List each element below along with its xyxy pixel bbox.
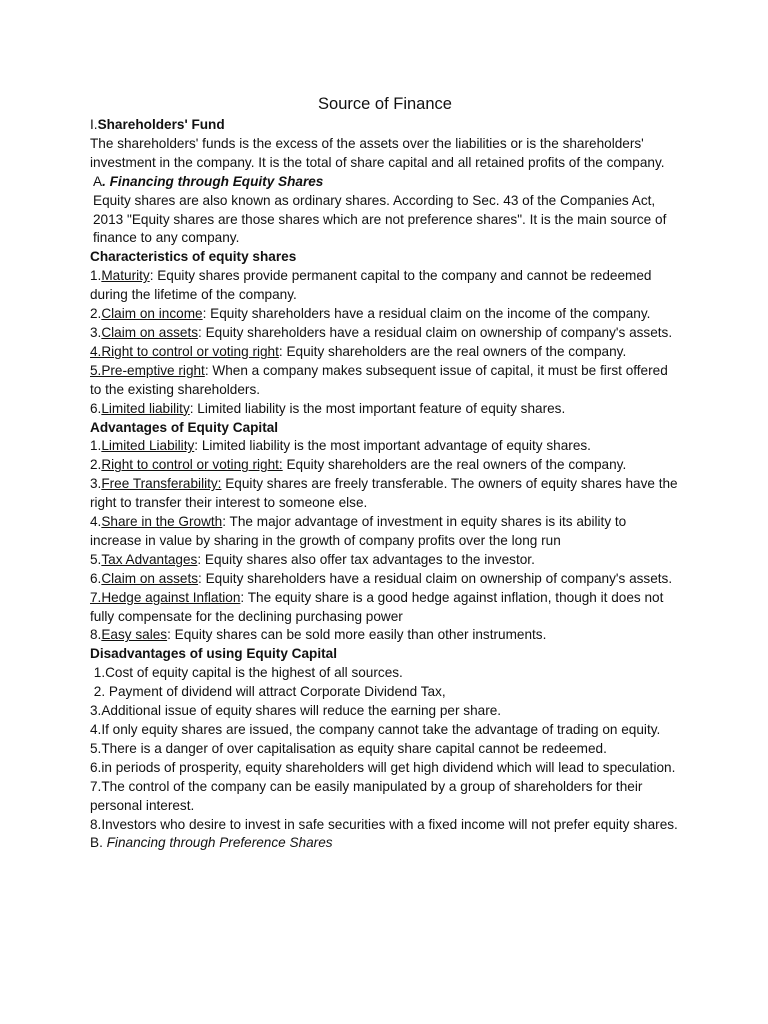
list-item — [90, 513, 680, 551]
item-number: 1. — [90, 438, 102, 454]
item-number: 2. — [90, 457, 102, 473]
list-item — [90, 267, 680, 305]
paragraph-equity-shares: Equity shares are also known as ordinary shares. According to Sec. 43 of the Companies Act, 2013 "Equity shares are those shares which are not preference shares". It is the main source of finance to any company. — [93, 192, 667, 246]
item-term: Easy sales — [101, 627, 168, 643]
list-item — [90, 362, 680, 400]
list-item: 2. Payment of dividend will attract Corporate Dividend Tax, — [90, 684, 446, 700]
heading-characteristics: Characteristics of equity shares — [90, 249, 297, 265]
list-item — [90, 400, 680, 419]
item-term: Share in the Growth — [101, 514, 223, 530]
list-item — [90, 324, 680, 343]
advantages-list — [90, 437, 680, 645]
paragraph-shareholders-fund: The shareholders' funds is the excess of the assets over the liabilities or is the shareholders' investment in the company. It is the total of share capital and all retained profits of the company. — [90, 135, 665, 170]
page-title: Source of Finance — [318, 95, 452, 113]
list-item — [90, 626, 680, 645]
list-item — [90, 456, 680, 475]
section-heading-shareholders-fund — [90, 116, 680, 135]
list-item — [90, 343, 680, 362]
list-item: 6.in periods of prosperity, equity shareholders will get high dividend which will lead to speculation. — [90, 759, 676, 775]
item-term: 4.Right to control or voting right — [90, 343, 279, 359]
item-text: Equity shareholders are the real owners of the company. — [282, 457, 627, 473]
item-number: 3. — [90, 476, 102, 492]
item-text: : The equity share is a good hedge against inflation, though it does not fully compensate for the declining purchasing power — [90, 589, 664, 624]
subsection-prefix: B. — [90, 835, 107, 851]
item-text: : When a company makes subsequent issue of capital, it must be first offered to the existing shareholders. — [90, 362, 668, 397]
list-item: 7.The control of the company can be easily manipulated by a group of shareholders for their personal interest. — [90, 778, 643, 813]
item-term: Tax Advantages — [101, 551, 198, 567]
item-number: 6. — [90, 570, 102, 586]
item-term: Claim on assets — [101, 324, 199, 340]
list-item: 3.Additional issue of equity shares will reduce the earning per share. — [90, 703, 502, 719]
subsection-heading-text: Financing through Preference Shares — [106, 835, 333, 851]
item-text: : Equity shares can be sold more easily than other instruments. — [167, 627, 547, 643]
item-text: : Equity shares provide permanent capital to the company and cannot be redeemed during the lifetime of the company. — [90, 268, 652, 303]
subsection-heading-preference-shares — [90, 834, 680, 853]
item-term: Maturity — [101, 268, 150, 284]
list-item: 4.If only equity shares are issued, the company cannot take the advantage of trading on equity. — [90, 722, 661, 737]
list-item — [90, 475, 680, 513]
list-item — [90, 437, 680, 456]
list-item: 5.There is a danger of over capitalisation as equity share capital cannot be redeemed. — [90, 740, 607, 756]
section-heading-text: Shareholders' Fund — [97, 117, 225, 132]
list-item — [90, 589, 680, 627]
item-number: 2. — [90, 306, 102, 322]
section-prefix: I. — [90, 117, 98, 132]
item-number: 4. — [90, 514, 102, 530]
item-term: Right to control or voting right: — [101, 457, 283, 473]
item-term: 7.Hedge against Inflation — [90, 589, 241, 605]
heading-disadvantages: Disadvantages of using Equity Capital — [90, 646, 337, 662]
disadvantages-list — [90, 664, 680, 834]
item-text: Equity shares are freely transferable. The owners of equity shares have the right to transfer their interest to someone else. — [90, 476, 678, 511]
subsection-heading-text: . Financing through Equity Shares — [102, 173, 324, 189]
item-term: Limited Liability — [101, 438, 195, 454]
item-number: 8. — [90, 627, 102, 643]
item-text: : Equity shareholders have a residual claim on the income of the company. — [202, 306, 651, 322]
heading-advantages: Advantages of Equity Capital — [90, 419, 279, 435]
item-term: Claim on income — [101, 306, 203, 322]
item-text: : Equity shares also offer tax advantages to the investor. — [197, 551, 535, 567]
item-text: : The major advantage of investment in equity shares is its ability to increase in value by sharing in the growth of company profits over the long run — [90, 514, 627, 548]
item-text: : Equity shareholders have a residual claim on ownership of company's assets. — [198, 324, 673, 340]
subsection-heading-equity-shares — [90, 173, 680, 192]
item-term: Claim on assets — [101, 570, 199, 586]
item-number: 5. — [90, 551, 102, 567]
item-number: 1. — [90, 268, 102, 284]
item-number: 3. — [90, 324, 102, 340]
item-term: Limited liability — [101, 400, 190, 416]
list-item — [90, 305, 680, 324]
subsection-prefix: A — [93, 173, 103, 189]
item-text: : Equity shareholders have a residual claim on ownership of company's assets. — [198, 570, 673, 586]
item-term: 5.Pre-emptive right — [90, 362, 205, 378]
list-item — [90, 570, 680, 589]
item-term: Free Transferability: — [101, 476, 222, 492]
characteristics-list — [90, 267, 680, 418]
list-item: 1.Cost of equity capital is the highest of all sources. — [90, 665, 403, 681]
item-number: 6. — [90, 400, 102, 416]
item-text: : Limited liability is the most important advantage of equity shares. — [194, 438, 591, 454]
list-item: 8.Investors who desire to invest in safe securities with a fixed income will not prefer equity shares. — [90, 816, 678, 832]
item-text: : Equity shareholders are the real owners of the company. — [278, 343, 627, 359]
item-text: : Limited liability is the most important feature of equity shares. — [189, 400, 566, 416]
list-item — [90, 551, 680, 570]
